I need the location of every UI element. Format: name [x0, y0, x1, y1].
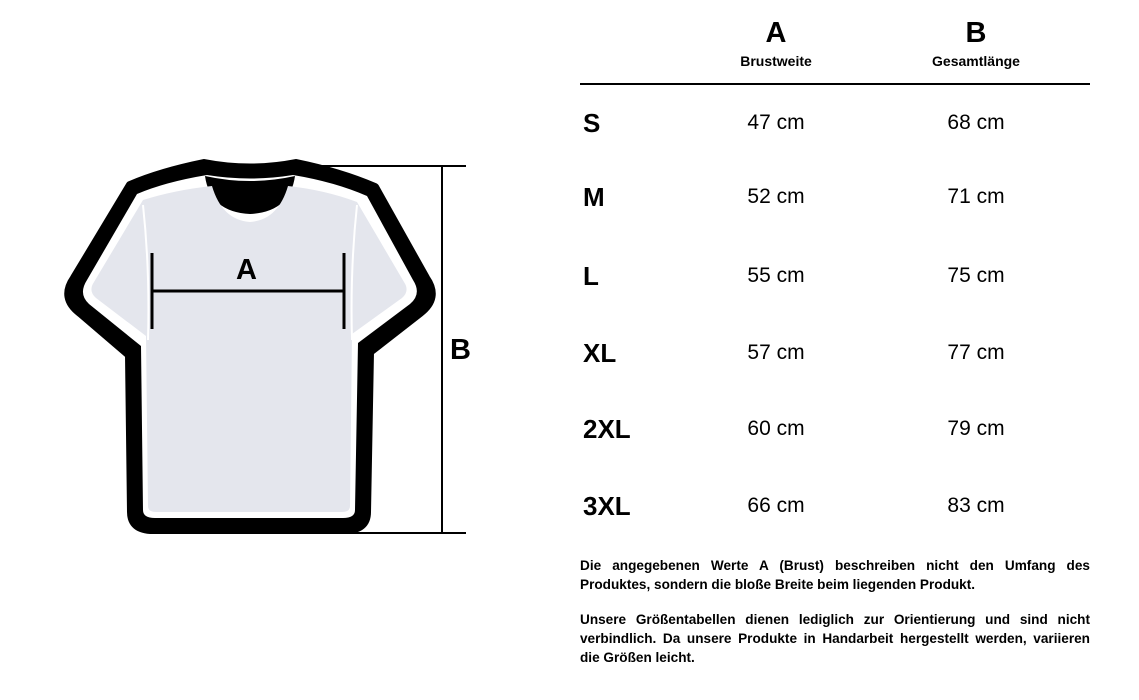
total-length-value: 71 cm	[947, 185, 1005, 208]
size-label: 3XL	[583, 491, 631, 521]
size-label: S	[583, 108, 601, 138]
size-label: L	[583, 261, 599, 291]
chest-width-value: 52 cm	[747, 185, 805, 208]
table-row	[580, 177, 1090, 217]
column-letter: A	[765, 17, 787, 49]
note-size-disclaimer: Unsere Größentabellen dienen lediglich zur Orientierung und sind nicht verbindlich. Da unsere Produkte in Handarbeit hergestellt werden, variieren die Größen leicht.	[580, 612, 1090, 665]
tshirt-diagram	[0, 0, 560, 700]
size-label: XL	[583, 338, 617, 368]
column-name: Brustweite	[740, 53, 812, 69]
size-notes	[580, 556, 1090, 683]
table-row	[580, 486, 1090, 526]
table-row	[580, 103, 1090, 143]
table-row	[580, 256, 1090, 296]
chest-width-value: 60 cm	[747, 417, 805, 440]
total-length-value: 77 cm	[947, 341, 1005, 364]
total-length-value: 83 cm	[947, 494, 1005, 517]
measure-b-label: B	[450, 334, 471, 366]
chest-width-value: 47 cm	[747, 111, 805, 134]
size-label: M	[583, 182, 605, 212]
chest-width-value: 57 cm	[747, 341, 805, 364]
total-length-value: 68 cm	[947, 111, 1005, 134]
table-row	[580, 333, 1090, 373]
chest-width-value: 55 cm	[747, 264, 805, 287]
column-header-b	[876, 14, 1076, 70]
size-table	[580, 0, 1090, 540]
column-name: Gesamtlänge	[932, 53, 1020, 69]
column-letter: B	[965, 17, 987, 49]
table-row	[580, 409, 1090, 449]
note-chest-measurement: Die angegebenen Werte A (Brust) beschreiben nicht den Umfang des Produktes, sondern die bloße Breite beim liegenden Produkt.	[580, 558, 1090, 592]
chest-width-value: 66 cm	[747, 494, 805, 517]
total-length-value: 79 cm	[947, 417, 1005, 440]
size-label: 2XL	[583, 414, 631, 444]
measure-a-label: A	[236, 254, 257, 286]
tshirt-illustration	[0, 0, 560, 700]
total-length-value: 75 cm	[947, 264, 1005, 287]
header-divider	[580, 83, 1090, 85]
column-header-a	[676, 14, 876, 70]
